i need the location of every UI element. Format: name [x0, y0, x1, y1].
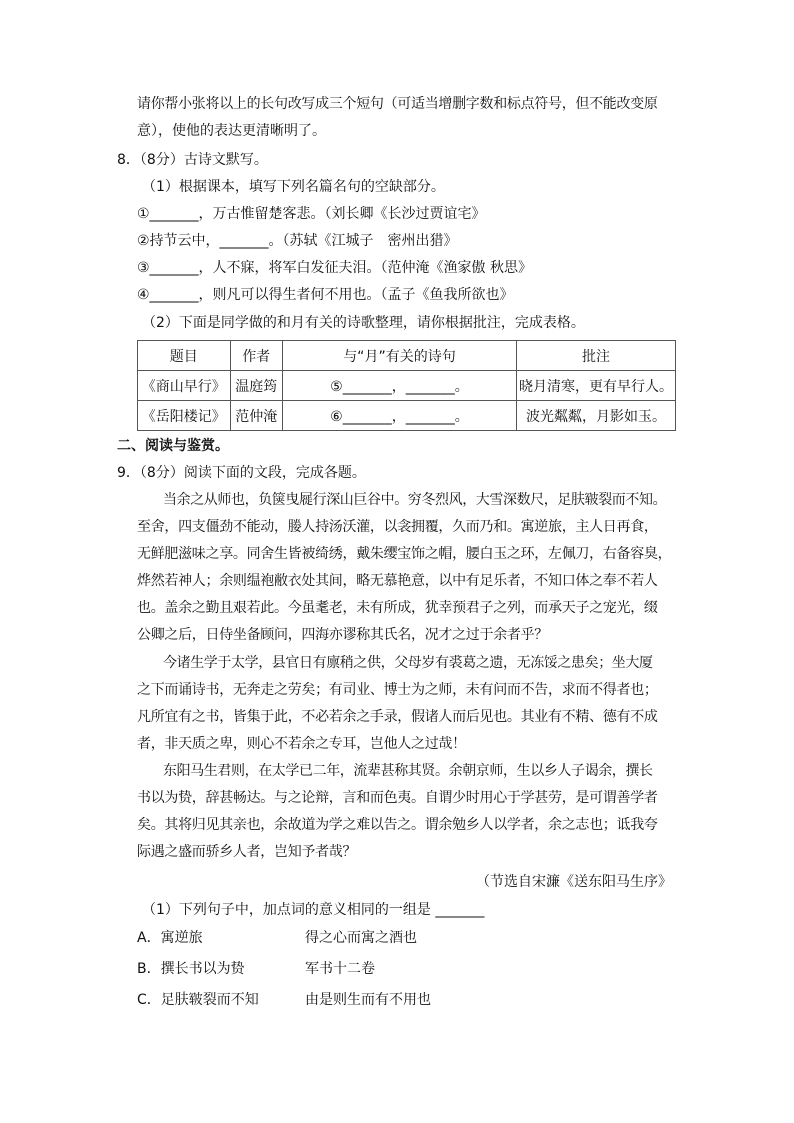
- cell-note: 波光粼粼，月影如玉。: [517, 401, 676, 431]
- intro-line-2: 意），使他的表达更清晰明了。: [137, 123, 326, 139]
- option-b-label: B．撰长书以为贽: [137, 961, 245, 977]
- header-note: 批注: [517, 341, 676, 371]
- q8-item-3: ③_______，人不寐，将军白发征夫泪。（范仲淹《渔家傲 秋思》: [137, 260, 532, 276]
- intro-line-1: 请你帮小张将以上的长句改写成三个短句（可适当增删字数和标点符号，但不能改变原: [137, 96, 658, 112]
- passage-line: 也。盖余之勤且艰若此。今虽耄老，未有所成，犹幸预君子之列，而承天子之宠光，缀: [137, 600, 658, 616]
- q8-item-1: ①_______，万古惟留楚客悲。（刘长卿《长沙过贾谊宅》: [137, 206, 486, 222]
- passage-line: 无鲜肥滋味之享。同舍生皆被绮绣，戴朱缨宝饰之帽，腰白玉之环，左佩刀，右备容臭，: [137, 546, 672, 562]
- option-c-label: C．足肤皲裂而不知: [137, 992, 259, 1008]
- q9-sub1: （1）下列句子中，加点词的意义相同的一组是 _______: [142, 902, 485, 918]
- option-b-pair: 军书十二卷: [305, 961, 375, 977]
- q8-sub2: （2）下面是同学做的和月有关的诗歌整理，请你根据批注，完成表格。: [142, 315, 585, 331]
- section-heading: 二、阅读与鉴赏。: [117, 438, 229, 454]
- passage-line: 至舍，四支僵劲不能动，媵人持汤沃灌，以衾拥覆，久而乃和。寓逆旅，主人日再食，: [137, 519, 658, 535]
- passage-line: 东阳马生君则，在太学已二年，流辈甚称其贤。余朝京师，生以乡人子谒余，撰长: [163, 763, 653, 779]
- passage-line: 书以为贽，辞甚畅达。与之论辩，言和而色夷。自谓少时用心于学甚劳，是可谓善学者: [137, 790, 658, 806]
- passage-line: 际遇之盛而骄乡人者，岂知予者哉？: [137, 844, 357, 860]
- passage-source: （节选自宋濂《送东阳马生序》: [476, 874, 672, 890]
- table-header-row: [138, 341, 676, 371]
- table-row: [138, 371, 676, 401]
- q8-item-2: ②持节云中，_______。（苏轼《江城子 密州出猎》: [137, 233, 458, 249]
- poem-table: [137, 340, 676, 431]
- passage-line: 矣。其将归见其亲也，余故道为学之难以告之。谓余勉乡人以学者，余之志也；诋我夸: [137, 817, 658, 833]
- option-c-pair: 由是则生而有不用也: [305, 992, 431, 1008]
- header-verse: 与“月”有关的诗句: [282, 341, 516, 371]
- passage-line: 公卿之后，日侍坐备顾问，四海亦谬称其氏名，况才之过于余者乎？: [137, 627, 548, 643]
- q9-title: 9．（8分）阅读下面的文段，完成各题。: [117, 465, 366, 481]
- header-title: 题目: [138, 341, 231, 371]
- header-author: 作者: [230, 341, 282, 371]
- cell-note: 晓月清寒，更有早行人。: [517, 371, 676, 401]
- q8-item-4: ④_______，则凡可以得生者何不用也。（孟子《鱼我所欲也》: [137, 287, 514, 303]
- cell-verse: ⑤_______，_______。: [282, 371, 516, 401]
- cell-title: 《岳阳楼记》: [138, 401, 231, 431]
- cell-verse: ⑥_______，_______。: [282, 401, 516, 431]
- passage-line: 今诸生学于太学，县官日有廪稍之供，父母岁有裘葛之遗，无冻馁之患矣；坐大厦: [163, 655, 653, 671]
- cell-author: 温庭筠: [230, 371, 282, 401]
- passage-line: 者，非天质之卑，则心不若余之专耳，岂他人之过哉！: [137, 736, 466, 752]
- table-row: [138, 401, 676, 431]
- option-a-pair: 得之心而寓之酒也: [305, 930, 417, 946]
- cell-author: 范仲淹: [230, 401, 282, 431]
- cell-title: 《商山早行》: [138, 371, 231, 401]
- q8-sub1: （1）根据课本，填写下列名篇名句的空缺部分。: [142, 179, 445, 195]
- passage-line: 凡所宜有之书，皆集于此，不必若余之手录，假诸人而后见也。其业有不精、德有不成: [137, 709, 658, 725]
- q8-title: 8．（8分）古诗文默写。: [117, 152, 268, 168]
- option-a-label: A．寓逆旅: [137, 930, 203, 946]
- passage-line: 当余之从师也，负箧曳屣行深山巨谷中。穷冬烈风，大雪深数尺，足肤皲裂而不知。: [163, 492, 667, 508]
- passage-line: 烨然若神人；余则缊袍敝衣处其间，略无慕艳意，以中有足乐者，不知口体之奉不若人: [137, 573, 658, 589]
- passage-line: 之下而诵诗书，无奔走之劳矣；有司业、博士为之师，未有问而不告，求而不得者也；: [137, 682, 658, 698]
